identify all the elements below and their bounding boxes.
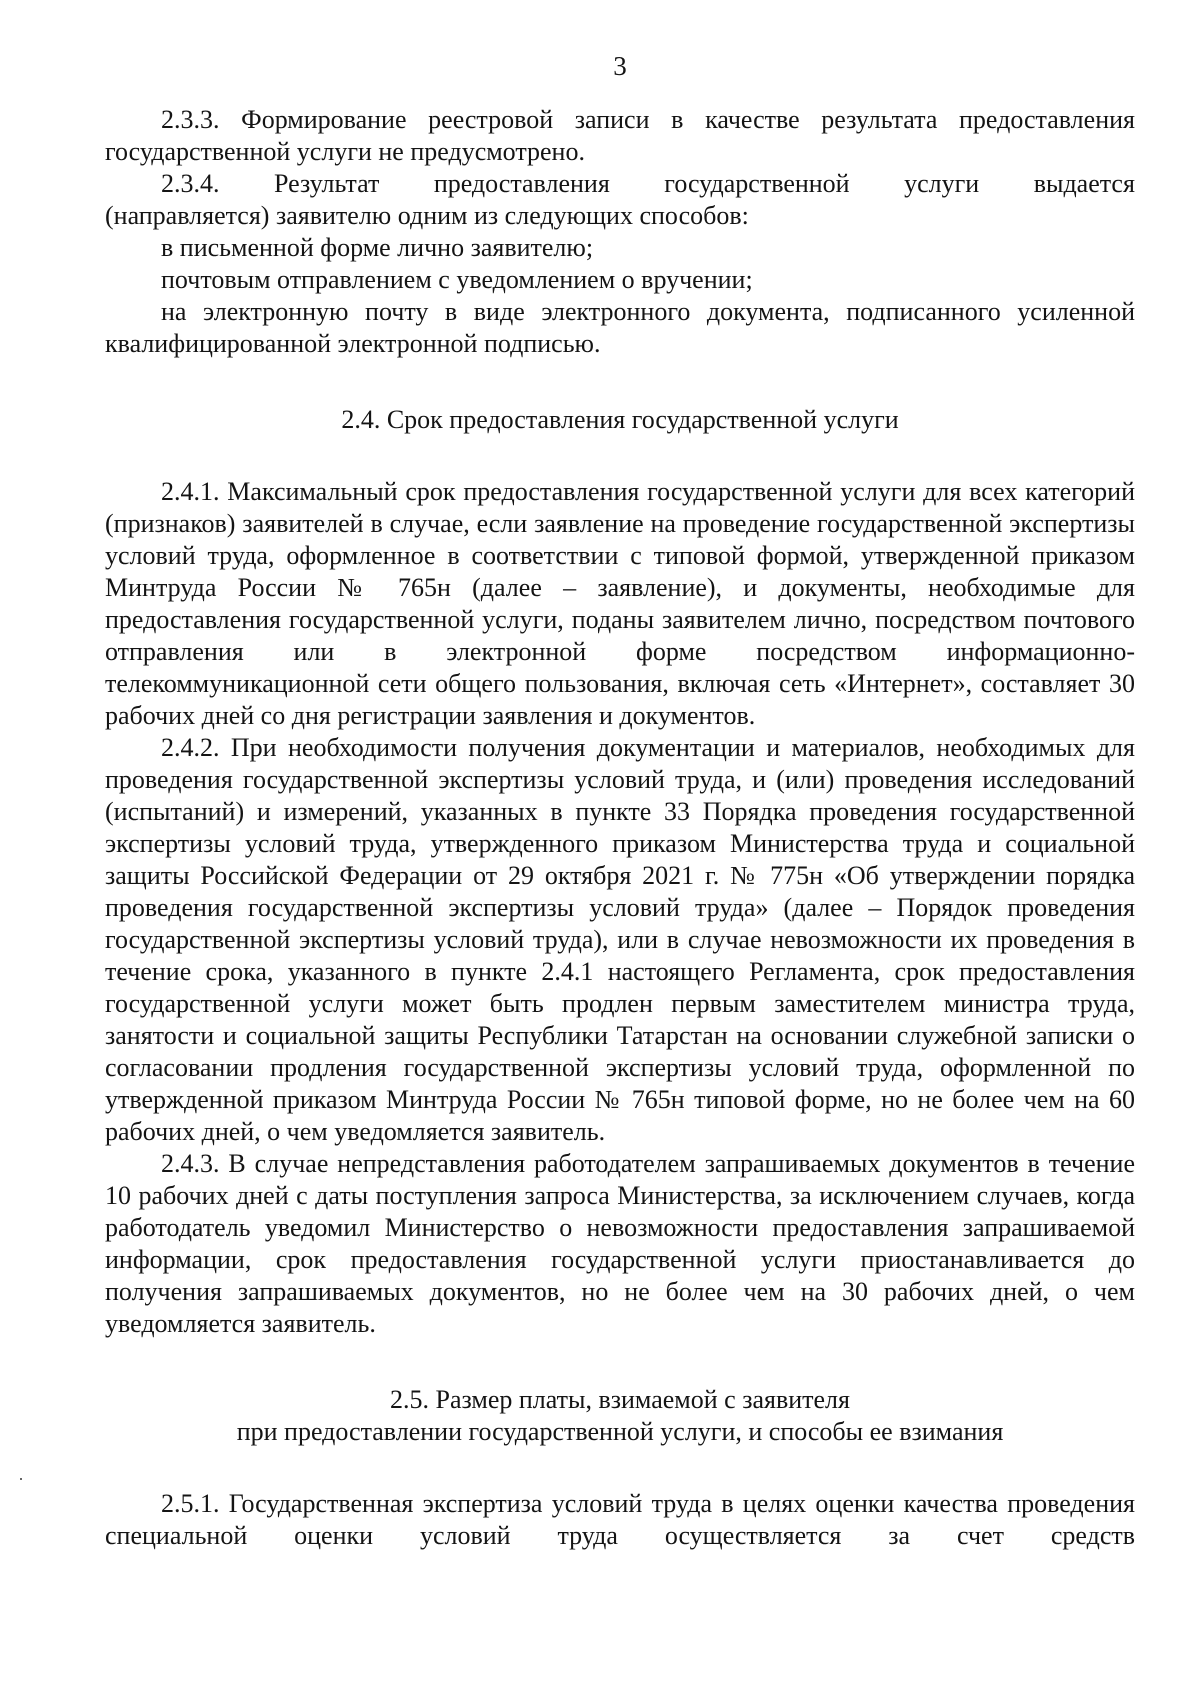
- section-heading-2-4: 2.4. Срок предоставления государственной услуги: [341, 405, 899, 434]
- result-method-item: в письменной форме лично заявителю;: [161, 233, 594, 262]
- paragraph-2-4-3: 2.4.3. В случае непредставления работодателем запрашиваемых документов в течение 10 рабочих дней с даты поступления запроса Министерства, за исключением случаев, когда работодатель уведомил Министерство о невозможности предоставления запрашиваемой информации, срок предоставления государственной услуги приостанавливается до получения запрашиваемых документов, но не более чем на 30 рабочих дней, о чем уведомляется заявитель.: [105, 1149, 1135, 1338]
- word: услуги: [904, 169, 980, 198]
- word: 2.3.4.: [161, 169, 220, 198]
- section-heading-2-5-line-1: 2.5. Размер платы, взимаемой с заявителя: [389, 1385, 850, 1414]
- document-page: [105, 50, 1135, 1552]
- paragraph-2-4-1: 2.4.1. Максимальный срок предоставления государственной услуги для всех категорий (признаков) заявителей в случае, если заявление на проведение государственной экспертизы условий труда, оформленное в соответствии с типовой формой, утвержденной приказом Минтруда России № 765н (далее – заявление), и документы, необходимые для предоставления государственной услуги, поданы заявителем лично, посредством почтового отправления или в электронной форме посредством информационно-телекоммуникационной сети общего пользования, включая сеть «Интернет», составляет 30 рабочих дней со дня регистрации заявления и документов.: [105, 477, 1135, 730]
- paragraph-2-3-4-rest: (направляется) заявителю одним из следующих способов:: [105, 201, 749, 230]
- word: Результат: [274, 169, 380, 198]
- section-heading-2-5-line-2: при предоставлении государственной услуги, и способы ее взимания: [236, 1417, 1004, 1446]
- result-method-item: на электронную почту в виде электронного документа, подписанного усиленной квалифицированной электронной подписью.: [105, 297, 1135, 358]
- word: предоставления: [433, 169, 610, 198]
- paragraph-2-4-2: 2.4.2. При необходимости получения документации и материалов, необходимых для проведения государственной экспертизы условий труда, и (или) проведения исследований (испытаний) и измерений, указанных в пункте 33 Порядка проведения государственной экспертизы условий труда, утвержденного приказом Министерства труда и социальной защиты Российской Федерации от 29 октября 2021 г. № 775н «Об утверждении порядка проведения государственной экспертизы условий труда» (далее – Порядок проведения государственной экспертизы условий труда), или в случае невозможности их проведения в течение срока, указанного в пункте 2.4.1 настоящего Регламента, срок предоставления государственной услуги может быть продлен первым заместителем министра труда, занятости и социальной защиты Республики Татарстан на основании служебной записки о согласовании продления государственной экспертизы условий труда, оформленной по утвержденной приказом Минтруда России № 765н типовой форме, но не более чем на 60 рабочих дней, о чем уведомляется заявитель.: [105, 733, 1135, 1146]
- page-number: 3: [613, 51, 627, 81]
- result-method-item: почтовым отправлением с уведомлением о вручении;: [161, 265, 753, 294]
- paragraph-2-3-3: 2.3.3. Формирование реестровой записи в качестве результата предоставления государственной услуги не предусмотрено.: [105, 105, 1135, 166]
- word: выдается: [1033, 169, 1135, 198]
- scan-speck: [20, 1478, 22, 1480]
- paragraph-2-3-4-first-line: [105, 168, 1135, 200]
- word: государственной: [664, 169, 850, 198]
- paragraph-2-5-1: 2.5.1. Государственная экспертиза условий труда в целях оценки качества проведения специальной оценки условий труда осуществляется за счет средств: [105, 1489, 1135, 1550]
